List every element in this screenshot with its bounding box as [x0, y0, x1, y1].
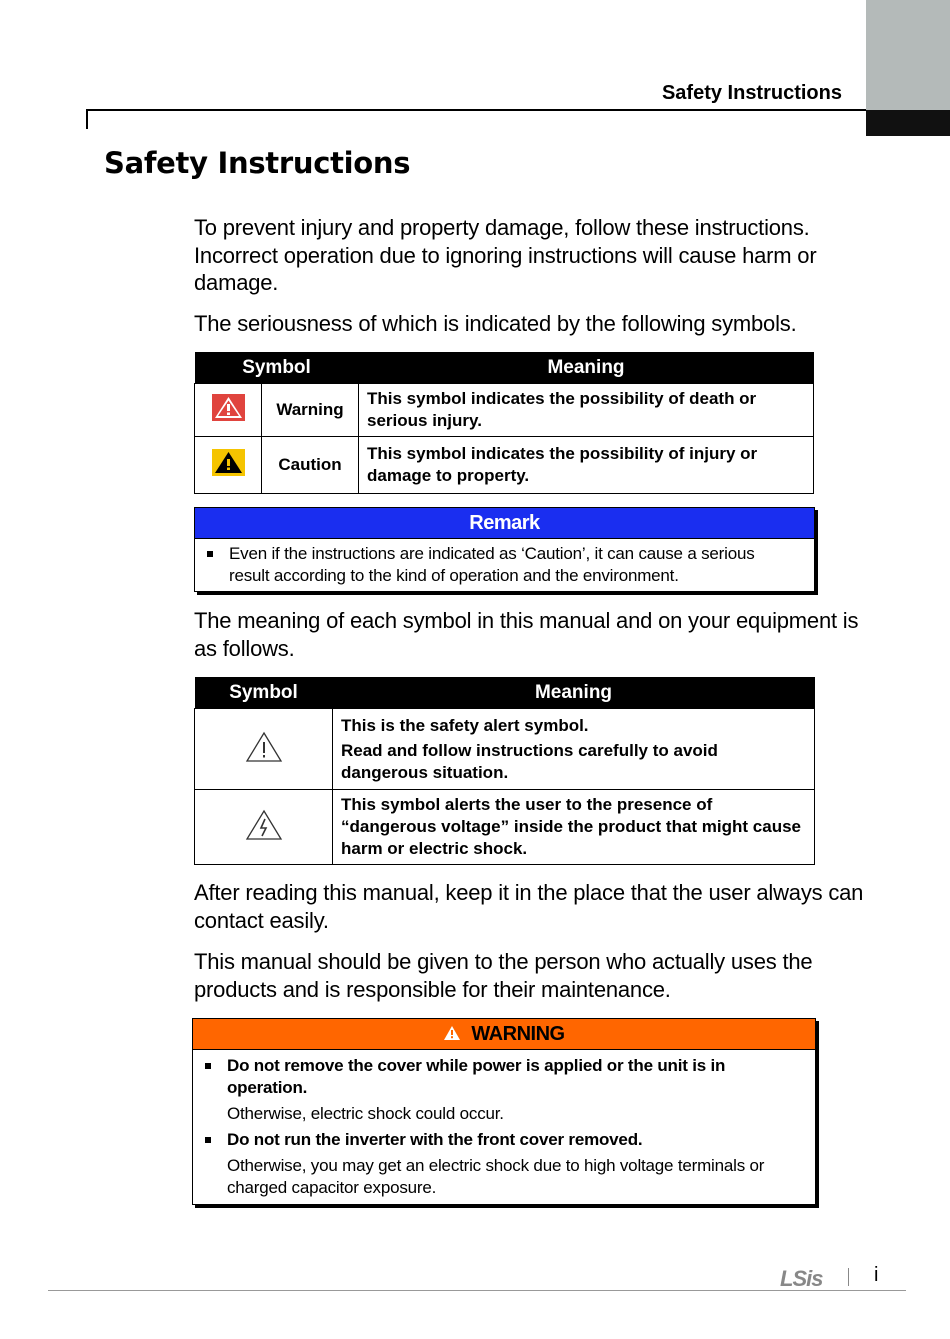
- bullet-icon: [205, 1063, 211, 1069]
- list-item: [195, 543, 814, 587]
- table-row: [195, 437, 814, 494]
- severity-symbol-table: [194, 352, 814, 494]
- header-rule-tick: [86, 109, 88, 129]
- page-title: Safety Instructions: [104, 146, 411, 180]
- warning-item-1-bold: Do not remove the cover while power is applied or the unit is in operation.: [227, 1056, 726, 1097]
- warning-title: [193, 1019, 815, 1050]
- caution-meaning: This symbol indicates the possibility of injury or damage to property.: [359, 437, 814, 494]
- caution-symbol-cell: [195, 437, 262, 494]
- safety-alert-meaning: [333, 709, 815, 790]
- warning-triangle-icon: [443, 1025, 461, 1041]
- intro-symbols-paragraph: The seriousness of which is indicated by the following symbols.: [194, 311, 797, 336]
- warning-item-2-text: Otherwise, you may get an electric shock due to high voltage terminals or charged capacitor exposure.: [227, 1156, 765, 1197]
- voltage-symbol-cell: [195, 790, 333, 865]
- table-row: [195, 790, 815, 865]
- warning-meaning: This symbol indicates the possibility of death or serious injury.: [359, 384, 814, 437]
- voltage-meaning: This symbol alerts the user to the presence of “dangerous voltage” inside the product that might cause harm or electric shock.: [333, 790, 815, 865]
- give-manual-paragraph: This manual should be given to the person who actually uses the products and is responsible for their maintenance.: [194, 949, 813, 1002]
- table-row: [195, 384, 814, 437]
- warning-red-triangle-icon: [212, 394, 245, 421]
- warning-title-text: WARNING: [471, 1023, 565, 1045]
- list-item: [193, 1055, 815, 1099]
- remark-box: [194, 507, 815, 592]
- safety-alert-line-1: This is the safety alert symbol.: [341, 715, 589, 735]
- remark-title: Remark: [195, 508, 814, 539]
- header-rule: [86, 109, 866, 111]
- bullet-icon: [205, 1137, 211, 1143]
- intro-paragraph: To prevent injury and property damage, follow these instructions. Incorrect operation due to ignoring instructions will cause harm or damage.: [194, 215, 817, 295]
- table2-header-meaning: Meaning: [333, 677, 815, 709]
- equipment-symbol-table: [194, 677, 815, 865]
- bullet-icon: [207, 551, 213, 557]
- table1-header-symbol: Symbol: [195, 352, 359, 384]
- warning-item-1-text: Otherwise, electric shock could occur.: [227, 1104, 504, 1123]
- keep-manual-paragraph: After reading this manual, keep it in the place that the user always can contact easily.: [194, 880, 864, 933]
- ls-logo: LSis: [780, 1266, 823, 1291]
- list-item: [193, 1129, 815, 1151]
- page-number: i: [874, 1264, 879, 1286]
- warning-label: Warning: [262, 384, 359, 437]
- safety-alert-symbol-cell: [195, 709, 333, 790]
- safety-alert-icon: [245, 731, 283, 763]
- symbol-meaning-paragraph: The meaning of each symbol in this manual and on your equipment is as follows.: [194, 608, 859, 661]
- table2-header-symbol: Symbol: [195, 677, 333, 709]
- running-header: Safety Instructions: [661, 82, 842, 104]
- caution-yellow-triangle-icon: [212, 449, 245, 476]
- table1-header-meaning: Meaning: [359, 352, 814, 384]
- dangerous-voltage-icon: [245, 809, 283, 841]
- warning-symbol-cell: [195, 384, 262, 437]
- side-tab-gray: [866, 0, 950, 110]
- table-row: [195, 709, 815, 790]
- warning-item-2-bold: Do not run the inverter with the front cover removed.: [227, 1130, 643, 1149]
- remark-text: Even if the instructions are indicated as ‘Caution’, it can cause a serious result according to the kind of operation and the environment.: [229, 544, 755, 585]
- safety-alert-line-2: Read and follow instructions carefully to avoid dangerous situation.: [341, 740, 718, 782]
- side-tab-black: [866, 110, 950, 136]
- footer-separator: [848, 1268, 849, 1286]
- warning-box: [192, 1018, 816, 1205]
- footer-rule: [48, 1290, 906, 1291]
- caution-label: Caution: [262, 437, 359, 494]
